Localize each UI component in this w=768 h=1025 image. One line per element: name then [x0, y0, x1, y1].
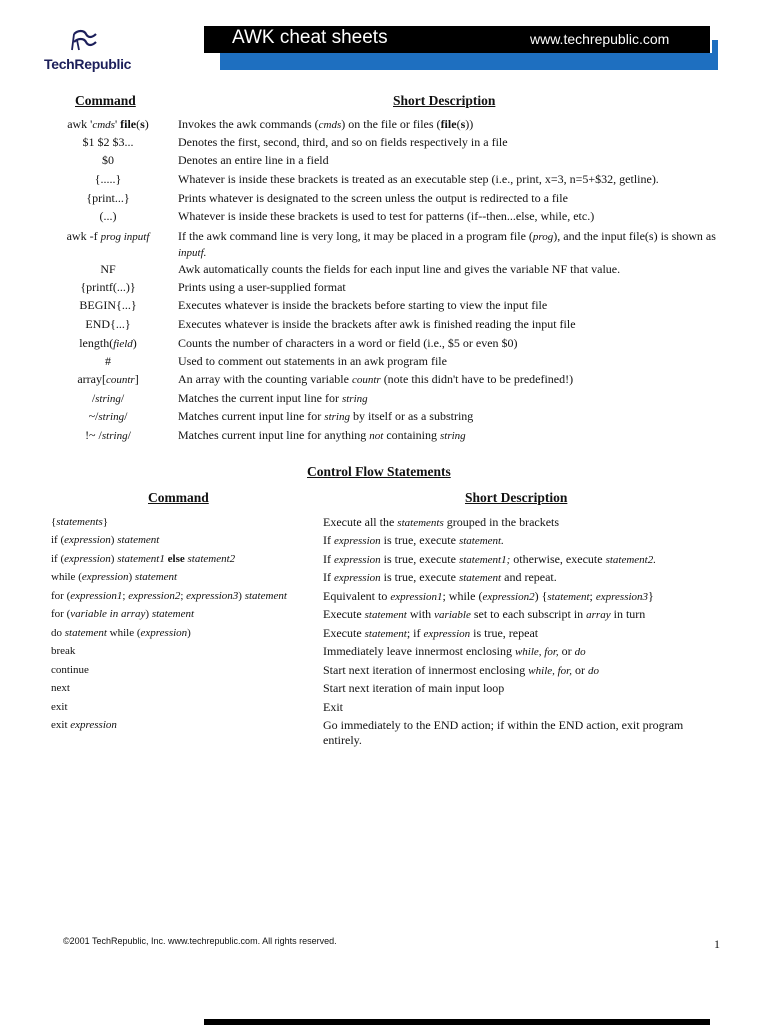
description-cell: [178, 191, 718, 206]
text-segment: Used to comment out statements in an awk program file: [178, 354, 447, 368]
text-segment: ;: [180, 590, 187, 602]
text-segment: countr: [351, 374, 381, 386]
text-segment: /: [120, 391, 125, 405]
command-cell: [40, 391, 176, 407]
text-segment: variable: [434, 609, 471, 621]
text-segment: grouped in the brackets: [443, 515, 560, 529]
control-command-cell: [51, 644, 321, 659]
text-segment: expression2: [128, 590, 181, 602]
text-segment: Executes whatever is inside the brackets after awk is finished reading the input file: [178, 317, 576, 331]
text-segment: Executes whatever is inside the brackets before starting to view the input file: [178, 298, 548, 312]
text-segment: Counts the number of characters in a word or field (i.e., $5 or even $0): [178, 336, 518, 350]
text-segment: ): [187, 627, 191, 639]
text-segment: expression: [334, 554, 381, 566]
text-segment: otherwise, execute: [510, 552, 606, 566]
text-segment: by itself or as a substring: [349, 409, 474, 423]
control-flow-title: Control Flow Statements: [307, 464, 451, 479]
text-segment: ;: [589, 589, 596, 603]
text-segment: containing: [383, 428, 440, 442]
control-description-cell: [323, 589, 695, 605]
text-segment: Denotes an entire line in a field: [178, 153, 329, 167]
text-segment: (: [136, 117, 141, 131]
text-segment: expression: [140, 627, 188, 639]
text-segment: array: [586, 609, 611, 621]
table2-command-heading: Command: [148, 490, 209, 505]
text-segment: !~ /: [85, 428, 102, 442]
description-cell: [178, 229, 718, 261]
text-segment: Awk automatically counts the fields for each input line and gives the variable NF that value.: [178, 262, 621, 276]
text-segment: is true, repeat: [470, 626, 539, 640]
text-segment: expression: [64, 553, 111, 565]
text-segment: Equivalent to: [323, 589, 391, 603]
text-segment: ): [238, 590, 245, 602]
text-segment: statement: [64, 627, 107, 639]
text-segment: s: [460, 117, 466, 131]
text-segment: expression1: [390, 591, 443, 603]
control-command-cell: [51, 718, 321, 733]
text-segment: END{...}: [85, 317, 131, 331]
text-segment: $0: [102, 153, 114, 167]
description-cell: [178, 135, 718, 150]
text-segment: ) on the file or files (: [341, 117, 441, 131]
text-segment: is true, execute: [380, 552, 459, 566]
text-segment: If: [323, 552, 334, 566]
text-segment: Matches current input line for: [178, 409, 325, 423]
text-segment: Go immediately to the END action; if within the END action, exit program entirely.: [323, 718, 684, 747]
text-segment: while, for,: [528, 665, 572, 677]
control-description-cell: [323, 644, 695, 660]
command-cell: [40, 191, 176, 206]
control-command-cell: [51, 626, 321, 641]
text-segment: Matches current input line for anything: [178, 428, 370, 442]
control-command-cell: [51, 515, 321, 530]
control-description-cell: [323, 533, 695, 549]
text-segment: do: [51, 627, 65, 639]
text-segment: expression: [334, 572, 381, 584]
text-segment: string: [98, 411, 125, 423]
text-segment: if (: [51, 534, 65, 546]
description-cell: [178, 280, 718, 295]
text-segment: not: [369, 430, 384, 442]
text-segment: If the awk command line is very long, it may be placed in a program file (: [178, 229, 533, 243]
control-description-cell: [323, 700, 695, 715]
page-number: 1: [714, 937, 720, 951]
description-cell: [178, 409, 718, 425]
control-description-cell: [323, 681, 695, 696]
description-cell: [178, 209, 718, 224]
command-cell: [40, 262, 176, 277]
text-segment: Whatever is inside these brackets is used to test for patterns (if--then...else, while, etc.): [178, 209, 595, 223]
text-segment: Whatever is inside these brackets is treated as an executable step (i.e., print, x=3, n=5+$32, getline).: [178, 172, 659, 186]
text-segment: #: [105, 354, 111, 368]
text-segment: while (: [106, 627, 141, 639]
text-segment: Start next iteration of innermost enclosing: [323, 663, 529, 677]
text-segment: cmds: [92, 119, 115, 131]
table1-command-heading: Command: [75, 93, 136, 108]
text-segment: statement: [364, 609, 407, 621]
text-segment: statement: [547, 591, 590, 603]
control-command-cell: [51, 533, 321, 548]
text-segment: Exit: [323, 700, 343, 714]
description-cell: [178, 298, 718, 313]
command-cell: [40, 229, 176, 245]
text-segment: expression: [70, 719, 117, 731]
logo-text: TechRepublic: [44, 56, 132, 72]
text-segment: variable in array: [70, 608, 146, 620]
text-segment: BEGIN{...}: [79, 298, 137, 312]
text-segment: (...): [99, 209, 117, 223]
text-segment: statements: [397, 517, 444, 529]
text-segment: ': [114, 117, 121, 131]
text-segment: /: [91, 391, 96, 405]
text-segment: prog: [532, 231, 554, 243]
control-description-cell: [323, 663, 695, 679]
text-segment: cmds: [318, 119, 342, 131]
text-segment: Execute: [323, 607, 365, 621]
command-cell: [40, 372, 176, 388]
text-segment: for (: [51, 608, 71, 620]
command-cell: [40, 209, 176, 224]
text-segment: ]: [134, 372, 139, 386]
control-command-cell: [51, 663, 321, 678]
text-segment: statement: [364, 628, 407, 640]
control-command-cell: [51, 589, 321, 604]
description-cell: [178, 262, 718, 277]
text-segment: countr: [105, 374, 135, 386]
table2-description-heading: Short Description: [465, 490, 568, 505]
text-segment: set to each subscript in: [470, 607, 587, 621]
text-segment: string: [341, 393, 368, 405]
text-segment: expression: [81, 571, 129, 583]
text-segment: while, for,: [514, 646, 559, 658]
control-description-cell: [323, 515, 695, 531]
description-cell: [178, 153, 718, 168]
description-cell: [178, 372, 718, 388]
text-segment: expression3: [595, 591, 649, 603]
text-segment: ): [144, 117, 149, 131]
description-cell: [178, 354, 718, 369]
control-command-cell: [51, 552, 321, 567]
text-segment: Matches the current input line for: [178, 391, 342, 405]
text-segment: statement: [117, 534, 160, 546]
text-segment: If: [323, 533, 334, 547]
text-segment: ): [110, 534, 118, 546]
text-segment: $1 $2 $3...: [82, 135, 134, 149]
text-segment: statement2: [187, 553, 236, 565]
text-segment: while (: [51, 571, 82, 583]
command-cell: [40, 298, 176, 313]
description-cell: [178, 391, 718, 407]
text-segment: }: [648, 589, 654, 603]
text-segment: prog inputf: [100, 231, 150, 243]
command-cell: [40, 153, 176, 168]
command-cell: [40, 280, 176, 295]
text-segment: ) {: [534, 589, 548, 603]
text-segment: string: [324, 411, 350, 423]
text-segment: is true, execute: [380, 533, 459, 547]
text-segment: statements: [56, 516, 103, 528]
text-segment: (: [456, 117, 461, 131]
text-segment: do: [574, 646, 586, 658]
text-segment: string: [101, 430, 128, 442]
text-segment: /: [127, 428, 131, 442]
text-segment: expression: [334, 535, 381, 547]
control-description-cell: [323, 718, 695, 748]
text-segment: expression: [64, 534, 111, 546]
text-segment: Denotes the first, second, third, and so on fields respectively in a file: [178, 135, 508, 149]
text-segment: expression1: [70, 590, 123, 602]
command-cell: [40, 172, 176, 187]
control-description-cell: [323, 607, 695, 623]
text-segment: statement: [134, 571, 178, 583]
control-command-cell: [51, 700, 321, 715]
text-segment: awk ': [67, 117, 93, 131]
control-command-cell: [51, 570, 321, 585]
command-cell: [40, 354, 176, 369]
text-segment: if (: [51, 553, 65, 565]
description-cell: [178, 172, 718, 187]
text-segment: string: [440, 430, 466, 442]
text-segment: ~/: [88, 409, 99, 423]
text-segment: is true, execute: [380, 570, 459, 584]
text-segment: ): [132, 336, 137, 350]
text-segment: length(: [79, 336, 114, 350]
command-cell: [40, 135, 176, 150]
text-segment: Invokes the awk commands (: [178, 117, 319, 131]
table1-description-heading: Short Description: [393, 93, 496, 108]
footer-copyright: ©2001 TechRepublic, Inc. www.techrepublic.com. All rights reserved.: [63, 936, 337, 946]
text-segment: statement: [244, 590, 287, 602]
text-segment: statement: [151, 608, 195, 620]
text-segment: {: [51, 516, 57, 528]
text-segment: exit: [51, 719, 71, 731]
text-segment: expression: [423, 628, 471, 640]
text-segment: file: [120, 117, 137, 131]
text-segment: awk -f: [66, 229, 101, 243]
text-segment: NF: [100, 262, 116, 276]
description-cell: [178, 428, 718, 444]
control-command-cell: [51, 681, 321, 696]
command-cell: [40, 317, 176, 332]
text-segment: in turn: [610, 607, 646, 621]
text-segment: or: [558, 644, 575, 658]
text-segment: statement1;: [458, 554, 511, 566]
command-cell: [40, 409, 176, 425]
text-segment: array[: [77, 372, 106, 386]
text-segment: else: [167, 553, 185, 565]
text-segment: Start next iteration of main input loop: [323, 681, 505, 695]
text-segment: If: [323, 570, 334, 584]
text-segment: ; if: [406, 626, 424, 640]
text-segment: string: [95, 393, 121, 405]
text-segment: do: [588, 665, 599, 677]
text-segment: }: [102, 516, 109, 528]
text-segment: s: [140, 117, 145, 131]
command-cell: [40, 428, 176, 444]
text-segment: (note this didn't have to be predefined!): [380, 372, 574, 386]
text-segment: {.....}: [94, 172, 122, 186]
text-segment: statement.: [458, 535, 504, 547]
text-segment: ;: [122, 590, 129, 602]
text-segment: file: [440, 117, 457, 131]
text-segment: Immediately leave innermost enclosing: [323, 644, 515, 658]
text-segment: ), and the input file(s) is shown as: [553, 229, 716, 243]
text-segment: Prints using a user-supplied format: [178, 280, 346, 294]
text-segment: ): [145, 608, 152, 620]
text-segment: field: [113, 338, 133, 350]
description-cell: [178, 336, 718, 351]
control-description-cell: [323, 552, 695, 568]
text-segment: /: [124, 409, 128, 423]
command-cell: [40, 336, 176, 352]
text-segment: statement1: [117, 553, 165, 565]
text-segment: break: [51, 645, 76, 657]
text-segment: for (: [51, 590, 71, 602]
text-segment: statement2.: [605, 554, 656, 566]
control-description-cell: [323, 626, 695, 642]
text-segment: next: [51, 682, 70, 694]
text-segment: {print...}: [86, 191, 130, 205]
bottom-bar: [204, 1019, 710, 1025]
text-segment: {printf(...)}: [80, 280, 136, 294]
text-segment: or: [572, 663, 588, 677]
description-cell: [178, 117, 718, 133]
header-accent-bar: [220, 53, 718, 70]
control-description-cell: [323, 570, 695, 586]
text-segment: inputf.: [178, 247, 207, 259]
page-title: AWK cheat sheets: [232, 27, 388, 48]
control-command-cell: [51, 607, 321, 622]
text-segment: expression3: [186, 590, 239, 602]
text-segment: expression2: [482, 591, 535, 603]
text-segment: continue: [51, 664, 89, 676]
text-segment: ): [110, 553, 118, 565]
text-segment: An array with the counting variable: [178, 372, 352, 386]
command-cell: [40, 117, 176, 133]
description-cell: [178, 317, 718, 332]
text-segment: )): [465, 117, 474, 131]
text-segment: ; while (: [442, 589, 483, 603]
text-segment: and repeat.: [501, 570, 557, 584]
text-segment: Execute all the: [323, 515, 398, 529]
text-segment: with: [406, 607, 435, 621]
text-segment: ): [128, 571, 135, 583]
text-segment: exit: [51, 701, 68, 713]
header-url-link[interactable]: www.techrepublic.com: [530, 31, 670, 47]
text-segment: statement: [458, 572, 502, 584]
text-segment: Prints whatever is designated to the screen unless the output is redirected to a file: [178, 191, 568, 205]
text-segment: Execute: [323, 626, 365, 640]
